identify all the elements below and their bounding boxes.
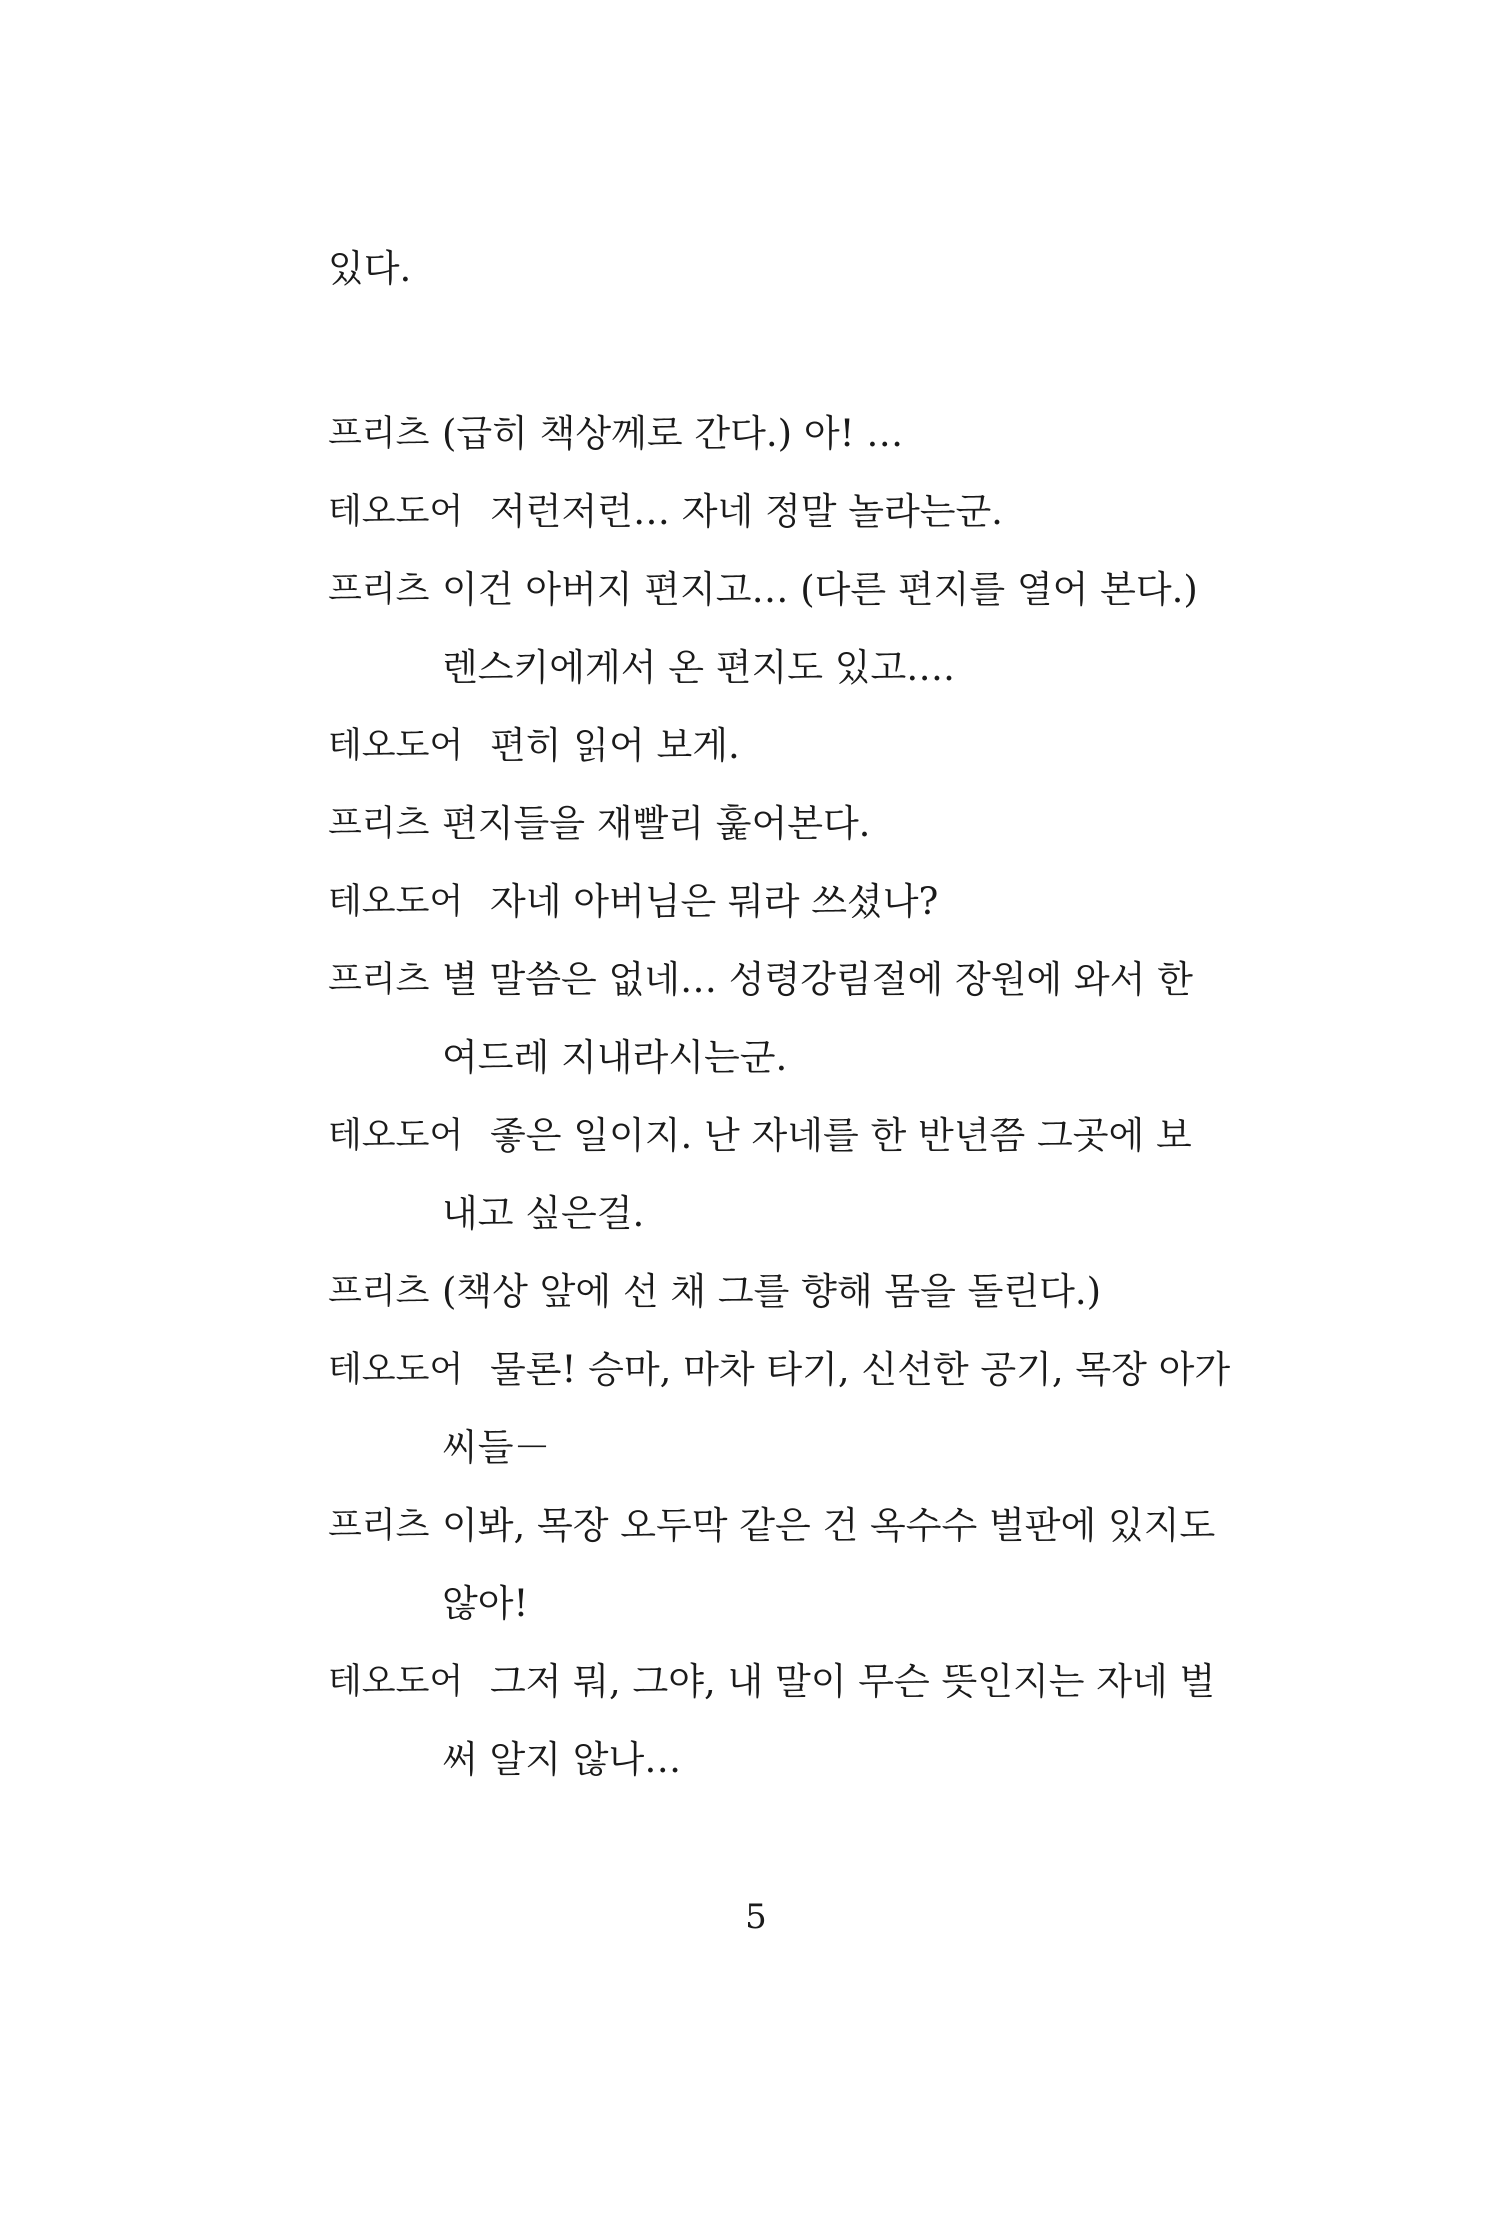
dialogue-lines — [442, 785, 1248, 863]
dialogue-entry — [328, 707, 1248, 785]
dialogue-line: 저런저런… 자네 정말 놀라는군. — [490, 490, 1003, 533]
dialogue-line: 좋은 일이지. 난 자네를 한 반년쯤 그곳에 보 — [490, 1114, 1192, 1157]
dialogue-lines — [490, 863, 1248, 941]
dialogue-entry — [328, 1253, 1248, 1331]
dialogue-entry — [328, 1331, 1248, 1487]
speaker-name: 프리츠 — [328, 414, 430, 454]
dialogue-entry — [328, 785, 1248, 863]
dialogue-line-continued: 써 알지 않나… — [442, 1738, 682, 1781]
dialogue-line: 이건 아버지 편지고… (다른 편지를 열어 본다.) — [442, 568, 1198, 611]
speaker-name: 테오도어 — [328, 726, 464, 766]
dialogue-line-continued: 렌스키에게서 온 편지도 있고…. — [442, 646, 955, 689]
speaker-name: 프리츠 — [328, 960, 430, 1000]
dialogue-line: 편지들을 재빨리 훑어본다. — [442, 802, 871, 845]
speaker-name: 테오도어 — [328, 492, 464, 532]
dialogue-line-continued: 씨들－ — [442, 1426, 551, 1469]
dialogue-lines — [442, 1097, 1248, 1253]
dialogue-entry — [328, 941, 1248, 1097]
speaker-name: 테오도어 — [328, 1662, 464, 1702]
dialogue-line: (책상 앞에 선 채 그를 향해 몸을 돌린다.) — [442, 1270, 1102, 1313]
speaker-name: 프리츠 — [328, 570, 430, 610]
dialogue-line-continued: 내고 싶은걸. — [442, 1192, 645, 1235]
dialogue-line: 이봐, 목장 오두막 같은 건 옥수수 벌판에 있지도 — [442, 1504, 1216, 1547]
dialogue-line: 그저 뭐, 그야, 내 말이 무슨 뜻인지는 자네 벌 — [490, 1660, 1216, 1703]
dialogue-lines — [442, 551, 1248, 707]
dialogue-lines — [490, 707, 1248, 785]
continuation-text: 있다. — [328, 247, 412, 290]
speaker-name: 테오도어 — [328, 882, 464, 922]
dialogue-entry — [328, 395, 1248, 473]
dialogue-entry — [328, 863, 1248, 941]
dialogue-entry — [328, 1487, 1248, 1643]
dialogue-line-continued: 여드레 지내라시는군. — [442, 1036, 788, 1079]
dialogue-entry — [328, 1097, 1248, 1253]
dialogue-entry — [328, 551, 1248, 707]
dialogue-line: 별 말씀은 없네… 성령강림절에 장원에 와서 한 — [442, 958, 1193, 1001]
dialogue-lines — [442, 941, 1248, 1097]
dialogue-lines — [442, 1643, 1248, 1799]
dialogue-line-continued: 않아! — [442, 1582, 529, 1625]
script-body — [328, 395, 1248, 1799]
dialogue-lines — [442, 1487, 1248, 1643]
dialogue-line: 자네 아버님은 뭐라 쓰셨나? — [490, 880, 939, 923]
dialogue-entry — [328, 473, 1248, 551]
speaker-name: 테오도어 — [328, 1116, 464, 1156]
speaker-name: 프리츠 — [328, 1272, 430, 1312]
dialogue-lines — [442, 1331, 1248, 1487]
speaker-name: 테오도어 — [328, 1350, 464, 1390]
dialogue-entry — [328, 1643, 1248, 1799]
dialogue-lines — [490, 473, 1248, 551]
dialogue-lines — [442, 1253, 1248, 1331]
page-number: 5 — [745, 1897, 767, 1937]
speaker-name: 프리츠 — [328, 1506, 430, 1546]
speaker-name: 프리츠 — [328, 804, 430, 844]
dialogue-lines — [442, 395, 1248, 473]
dialogue-line: 물론! 승마, 마차 타기, 신선한 공기, 목장 아가 — [490, 1348, 1231, 1391]
dialogue-line: 편히 읽어 보게. — [490, 724, 740, 767]
dialogue-line: (급히 책상께로 간다.) 아! … — [442, 412, 904, 455]
